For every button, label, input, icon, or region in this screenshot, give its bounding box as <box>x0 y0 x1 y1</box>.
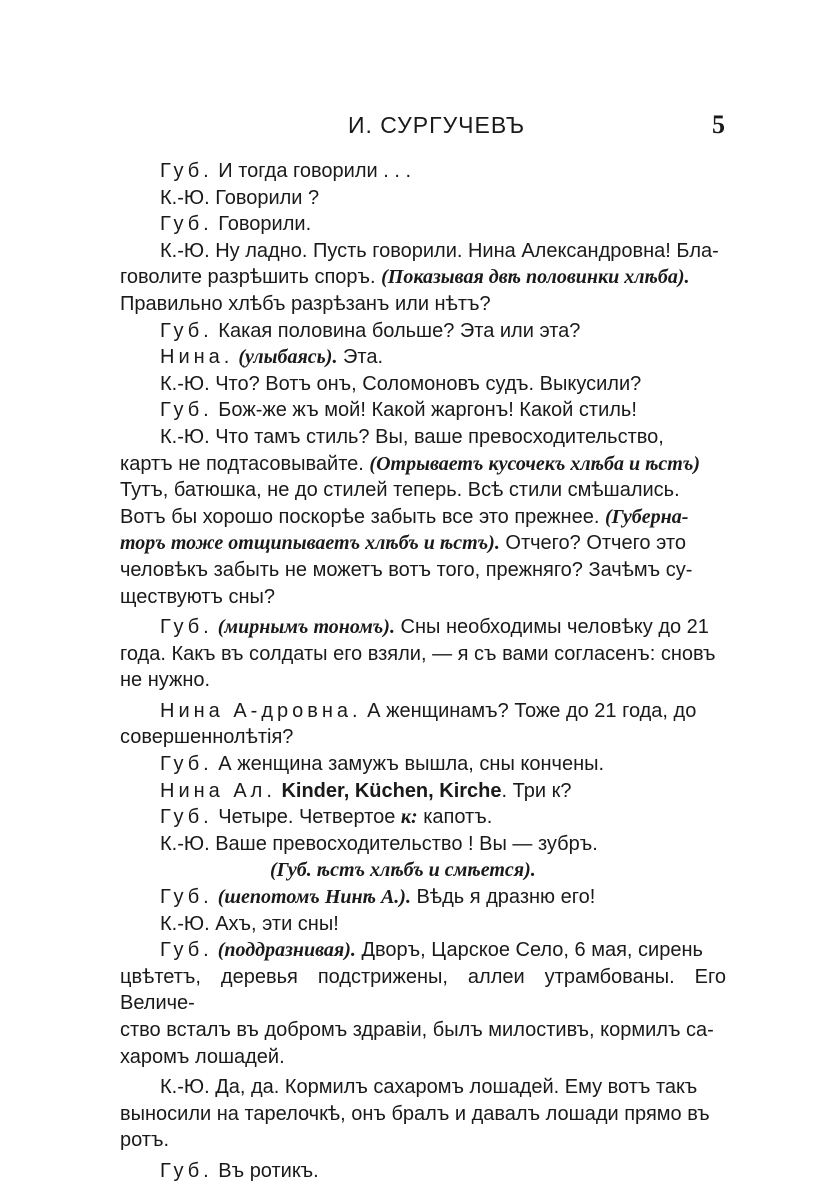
speaker-name: К.-Ю. <box>160 912 210 935</box>
stage-direction: (Губ. ѣстъ хлѣбъ и смѣется). <box>270 859 536 882</box>
dialogue-line <box>120 371 726 398</box>
foreign-phrase: Kinder, Küchen, Kirche <box>275 779 502 802</box>
line-text: Дворъ, Царское Село, 6 мая, сирень <box>355 939 703 962</box>
line-text: Что тамъ стиль? Вы, ваше превосходительство, <box>209 425 664 448</box>
line-text: ротъ. <box>120 1129 170 1152</box>
stage-direction: (мирнымъ тономъ). <box>212 616 395 639</box>
speaker-name: Губ. <box>160 213 213 236</box>
dialogue-line <box>120 778 726 805</box>
speaker-name: Губ. <box>160 1159 213 1182</box>
dialogue-line <box>120 724 726 751</box>
line-text: Эта. <box>337 346 383 369</box>
dialogue-line <box>120 1044 726 1071</box>
line-text: Отчего? Отчего это <box>499 532 686 555</box>
line-text: Какая половина больше? Эта или эта? <box>212 319 581 342</box>
dialogue-line <box>120 698 726 725</box>
line-text: А женщина замужъ вышла, сны кончены. <box>212 753 605 776</box>
dialogue-line <box>120 857 726 884</box>
dialogue-line <box>120 1127 726 1154</box>
dialogue-line <box>120 641 726 668</box>
dialogue-line <box>120 504 726 531</box>
line-text: Вотъ бы хорошо поскорѣе забыть все это прежнее. <box>120 505 605 528</box>
line-text: Ахъ, эти сны! <box>209 912 339 935</box>
speaker-name: К.-Ю. <box>160 372 210 395</box>
dialogue-line <box>120 884 726 911</box>
line-text: Въ ротикъ. <box>212 1159 319 1182</box>
line-text: Бож-же жъ мой! Какой жаргонъ! Какой стиль! <box>212 399 637 422</box>
dialogue-line <box>120 530 726 557</box>
stage-direction: (улыбаясь). <box>233 346 338 369</box>
line-text: Ну ладно. Пусть говорили. Нина Александровна! Бла- <box>209 239 719 262</box>
page-number: 5 <box>712 110 725 139</box>
line-text: Говорили. <box>212 213 312 236</box>
line-text: выносили на тарелочкѣ, онъ бралъ и давалъ лошади прямо въ <box>120 1102 710 1125</box>
line-text: харомъ лошадей. <box>120 1045 285 1068</box>
dialogue-line <box>120 211 726 238</box>
speaker-name: Губ. <box>160 886 213 909</box>
stage-direction: торъ тоже отщипываетъ хлѣбъ и ѣстъ). <box>120 532 500 555</box>
dialogue-line <box>120 1017 726 1044</box>
speaker-name: Нина А-дровна. <box>160 699 362 722</box>
speaker-name: К.-Ю. <box>160 425 210 448</box>
speaker-name: Губ. <box>160 160 213 182</box>
dialogue-line <box>120 424 726 451</box>
dialogue-line <box>120 158 726 185</box>
line-text: не нужно. <box>120 669 211 692</box>
line-text: Ваше превосходительство ! Вы — зубръ. <box>209 832 598 855</box>
dialogue-line <box>120 397 726 424</box>
dialogue-line <box>120 451 726 478</box>
dialogue-line <box>120 477 726 504</box>
dialogue-line <box>120 751 726 778</box>
dialogue-line <box>120 344 726 371</box>
line-text: Правильно хлѣбъ разрѣзанъ или нѣтъ? <box>120 292 491 315</box>
running-head: И. СУРГУЧЕВЪ <box>348 112 526 138</box>
line-text: Четыре. Четвертое <box>212 806 401 829</box>
speaker-name: К.-Ю. <box>160 186 210 209</box>
dialogue-line <box>120 911 726 938</box>
dialogue-line <box>120 831 726 858</box>
speaker-name: Губ. <box>160 753 213 776</box>
dialogue-line <box>120 614 726 641</box>
dialogue-line <box>120 964 726 1017</box>
dialogue-line <box>120 667 726 694</box>
line-text: Тутъ, батюшка, не до стилей теперь. Всѣ стили смѣшались. <box>120 479 680 502</box>
stage-direction: к: <box>400 806 418 829</box>
line-text: Вѣдь я дразню его! <box>410 886 596 909</box>
speaker-name: Губ. <box>160 806 213 829</box>
line-text: говолите разрѣшить споръ. <box>120 266 382 289</box>
line-text: цвѣтетъ, деревья подстрижены, аллеи утрамбованы. Его Величе- <box>120 965 726 1015</box>
line-text: Говорили ? <box>209 186 320 209</box>
speaker-name: Губ. <box>160 939 213 962</box>
line-text: Что? Вотъ онъ, Соломоновъ судъ. Выкусили? <box>209 372 642 395</box>
stage-direction: (шепотомъ Нинѣ А.). <box>212 886 411 909</box>
line-text: человѣкъ забыть не можетъ вотъ того, прежняго? Зачѣмъ су- <box>120 558 693 581</box>
speaker-name: Губ. <box>160 319 213 342</box>
dialogue-line <box>120 291 726 318</box>
line-text: картъ не подтасовывайте. <box>120 452 370 475</box>
dialogue-line <box>120 238 726 265</box>
dialogue-line <box>120 584 726 611</box>
dialogue-line <box>120 264 726 291</box>
line-text: совершеннолѣтія? <box>120 726 294 749</box>
speaker-name: Губ. <box>160 616 213 639</box>
dialogue-line <box>120 937 726 964</box>
dialogue-line <box>120 1101 726 1128</box>
stage-direction: (поддразнивая). <box>212 939 356 962</box>
dialogue-line <box>120 557 726 584</box>
speaker-name: Нина Ал. <box>160 779 276 802</box>
line-text: Сны необходимы человѣку до 21 <box>394 616 709 639</box>
dialogue-line <box>120 804 726 831</box>
speaker-name: К.-Ю. <box>160 239 210 262</box>
play-dialogue <box>120 158 726 1185</box>
dialogue-line <box>120 185 726 212</box>
dialogue-line <box>120 1074 726 1101</box>
dialogue-line <box>120 1158 726 1185</box>
line-text: . Три к? <box>501 779 572 802</box>
speaker-name: Нина. <box>160 346 234 369</box>
line-text: года. Какъ въ солдаты его взяли, — я съ вами согласенъ: сновъ <box>120 642 716 665</box>
stage-direction: (Показывая двѣ половинки хлѣба). <box>381 266 690 289</box>
page-header <box>0 112 840 148</box>
line-text: Да, да. Кормилъ сахаромъ лошадей. Ему вотъ такъ <box>209 1076 698 1099</box>
line-text: капотъ. <box>417 806 493 829</box>
line-text: ство всталъ въ добромъ здравіи, былъ милостивъ, кормилъ са- <box>120 1019 714 1041</box>
line-text: А женщинамъ? Тоже до 21 года, до <box>361 699 697 722</box>
line-text: ществуютъ сны? <box>120 585 276 608</box>
line-text: И тогда говорили . . . <box>212 160 412 182</box>
speaker-name: Губ. <box>160 399 213 422</box>
stage-direction: (Губерна- <box>604 505 689 528</box>
speaker-name: К.-Ю. <box>160 832 210 855</box>
speaker-name: К.-Ю. <box>160 1076 210 1099</box>
stage-direction: (Отрываетъ кусочекъ хлѣба и ѣстъ) <box>369 452 701 475</box>
dialogue-line <box>120 318 726 345</box>
